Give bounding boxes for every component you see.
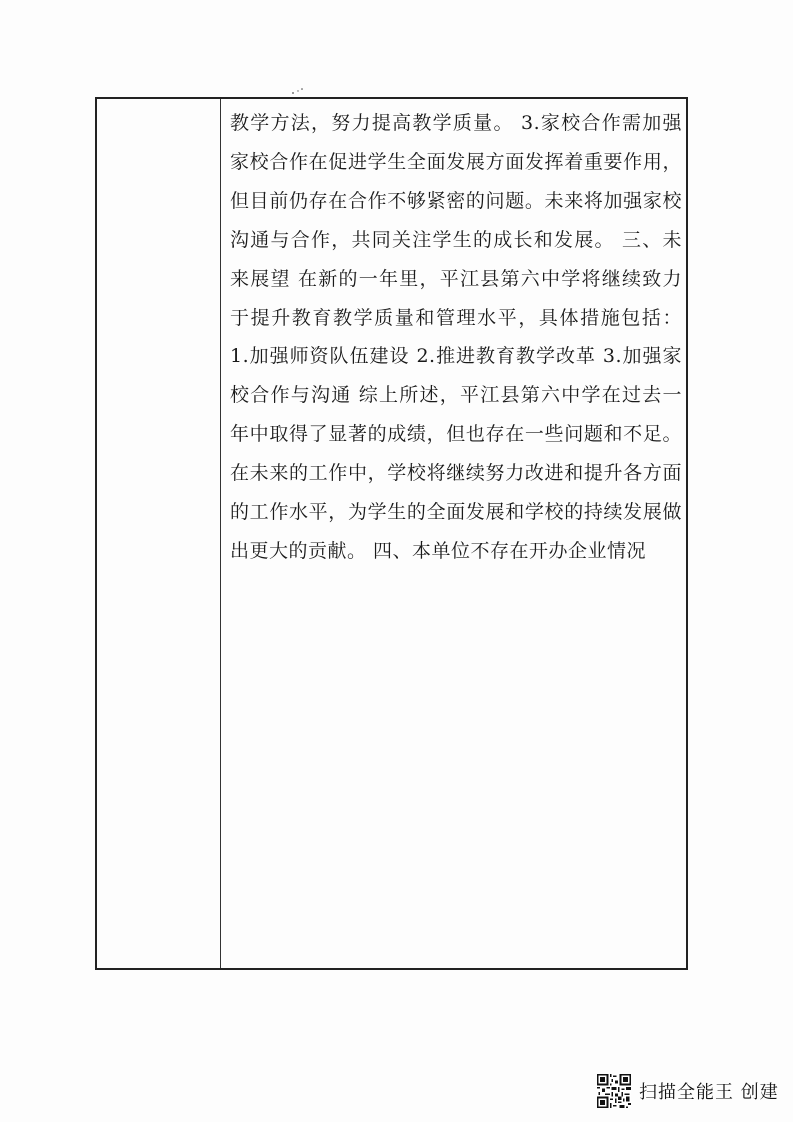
scan-speck <box>290 86 306 96</box>
scanner-watermark <box>597 1073 779 1109</box>
table-content-cell <box>221 99 686 968</box>
watermark-label: 扫描全能王 创建 <box>639 1082 779 1103</box>
qr-code-icon <box>597 1074 631 1108</box>
report-body-text: 教学方法，努力提高教学质量。 3.家校合作需加强 家校合作在促进学生全面发展方面发挥着重要作用，但目前仍存在合作不够紧密的问题。未来将加强家校沟通与合作，共同关注学生的成长和发展。 三、未来展望 在新的一年里，平江县第六中学将继续致力于提升教育教学质量和管理水平，具体措施包括： 1.加强师资队伍建设 2.推进教育教学改革 3.加强家校合作与沟通 综上所述，平江县第六中学在过去一年中取得了显著的成绩，但也存在一些问题和不足。在未来的工作中，学校将继续努力改进和提升各方面的工作水平，为学生的全面发展和学校的持续发展做出更大的贡献。 四、本单位不存在开办企业情况 <box>230 112 682 562</box>
report-table <box>95 97 688 970</box>
table-label-cell <box>97 99 221 968</box>
